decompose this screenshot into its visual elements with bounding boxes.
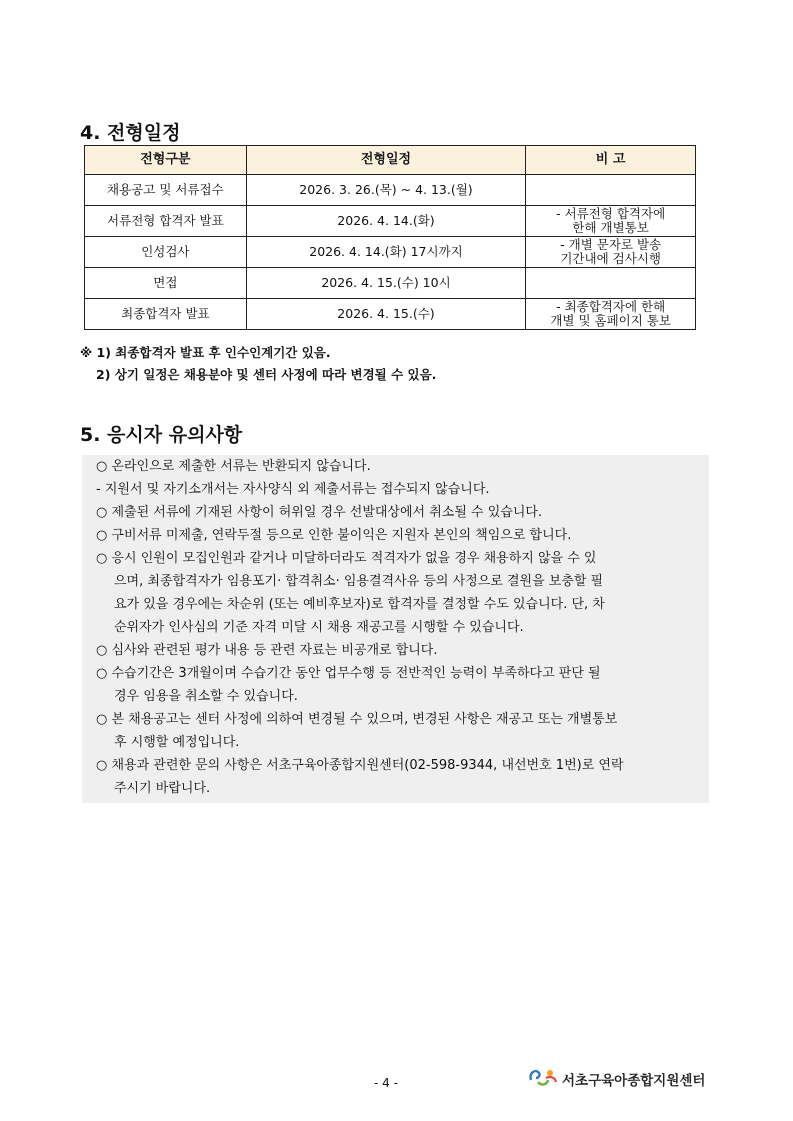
note-line: 한해 개별통보 xyxy=(572,220,649,235)
note-line: 기간내에 검사시행 xyxy=(560,251,661,266)
note-cell xyxy=(526,237,696,268)
stage-cell: 면접 xyxy=(85,268,247,299)
section4-title: 4. 전형일정 xyxy=(80,122,181,144)
column-header: 전형일정 xyxy=(246,146,526,175)
notice-line: 경우 임용을 취소할 수 있습니다. xyxy=(114,689,298,704)
note-line: - 최종합격자에 한해 xyxy=(556,299,666,314)
date-cell: 2026. 3. 26.(목) ~ 4. 13.(월) xyxy=(246,175,526,206)
page-number: - 4 - xyxy=(374,1076,398,1090)
column-header: 비 고 xyxy=(526,146,696,175)
notice-box xyxy=(82,455,709,803)
schedule-note-2: 2) 상기 일정은 채용분야 및 센터 사정에 따라 변경될 수 있음. xyxy=(96,367,437,382)
note-cell xyxy=(526,206,696,237)
notice-line: 으며, 최종합격자가 임용포기· 합격취소· 임용결격사유 등의 사정으로 결원을 보충할 필 xyxy=(114,574,604,589)
notice-line: ○ 심사와 관련된 평가 내용 등 관련 자료는 비공개로 합니다. xyxy=(96,643,438,658)
schedule-note-1: ※ 1) 최종합격자 발표 후 인수인계기간 있음. xyxy=(80,345,331,360)
note-cell xyxy=(526,175,696,206)
stage-cell: 서류전형 합격자 발표 xyxy=(85,206,247,237)
notice-line: 순위자가 인사심의 기준 자격 미달 시 채용 재공고를 시행할 수 있습니다. xyxy=(114,620,524,635)
notice-line: 후 시행할 예정입니다. xyxy=(114,735,240,750)
note-line: - 개별 문자로 발송 xyxy=(560,237,662,252)
table-header-row xyxy=(85,146,696,175)
center-logo xyxy=(528,1066,705,1092)
notice-line: ○ 응시 인원이 모집인원과 같거나 미달하더라도 적격자가 없을 경우 채용하지 않을 수 있 xyxy=(96,551,597,566)
date-cell: 2026. 4. 15.(수) xyxy=(246,299,526,330)
schedule-notes xyxy=(80,342,436,386)
notice-line: 요가 있을 경우에는 차순위 (또는 예비후보자)로 합격자를 결정할 수도 있습니다. 단, 차 xyxy=(114,597,605,612)
note-cell xyxy=(526,268,696,299)
schedule-table xyxy=(84,145,696,330)
note-cell xyxy=(526,299,696,330)
date-cell: 2026. 4. 14.(화) 17시까지 xyxy=(246,237,526,268)
stage-cell: 채용공고 및 서류접수 xyxy=(85,175,247,206)
notice-line: - 지원서 및 자기소개서는 자사양식 외 제출서류는 접수되지 않습니다. xyxy=(96,482,490,497)
date-cell: 2026. 4. 15.(수) 10시 xyxy=(246,268,526,299)
notice-line: ○ 수습기간은 3개월이며 수습기간 동안 업무수행 등 전반적인 능력이 부족하다고 판단 될 xyxy=(96,666,601,681)
center-name: 서초구육아종합지원센터 xyxy=(562,1073,706,1089)
stage-cell: 인성검사 xyxy=(85,237,247,268)
center-logo-icon xyxy=(528,1066,558,1092)
date-cell: 2026. 4. 14.(화) xyxy=(246,206,526,237)
notice-line: ○ 채용과 관련한 문의 사항은 서초구육아종합지원센터(02-598-9344, 내선번호 1번)로 연락 xyxy=(96,758,624,773)
table-row xyxy=(85,268,696,299)
table-row xyxy=(85,206,696,237)
notice-line: 주시기 바랍니다. xyxy=(114,781,211,796)
table-row xyxy=(85,237,696,268)
notice-line: ○ 제출된 서류에 기재된 사항이 허위일 경우 선발대상에서 취소될 수 있습니다. xyxy=(96,505,543,520)
stage-cell: 최종합격자 발표 xyxy=(85,299,247,330)
note-line: - 서류전형 합격자에 xyxy=(556,206,666,221)
notice-line: ○ 본 채용공고는 센터 사정에 의하여 변경될 수 있으며, 변경된 사항은 재공고 또는 개별통보 xyxy=(96,712,618,727)
column-header: 전형구분 xyxy=(85,146,247,175)
note-line: 개별 및 홈페이지 통보 xyxy=(550,313,671,328)
notice-line: ○ 구비서류 미제출, 연락두절 등으로 인한 불이익은 지원자 본인의 책임으로 합니다. xyxy=(96,528,572,543)
section5-title: 5. 응시자 유의사항 xyxy=(80,424,243,446)
table-row xyxy=(85,299,696,330)
table-row xyxy=(85,175,696,206)
notice-line: ○ 온라인으로 제출한 서류는 반환되지 않습니다. xyxy=(96,459,371,474)
